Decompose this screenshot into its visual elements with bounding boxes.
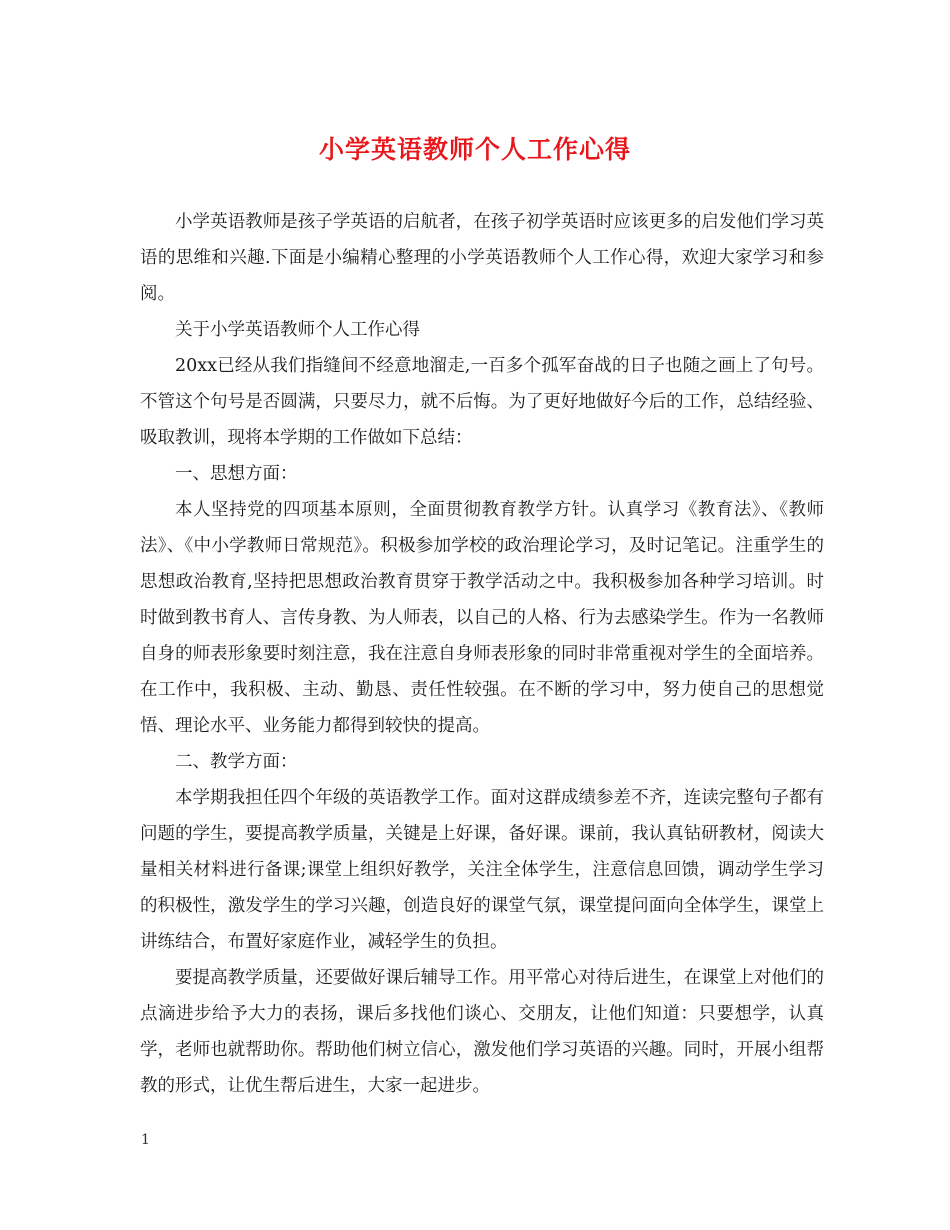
- page-number: 1: [141, 1132, 150, 1148]
- document-title: 小学英语教师个人工作心得: [318, 135, 631, 164]
- intro-paragraph: 小学英语教师是孩子学英语的启航者，在孩子初学英语时应该更多的启发他们学习英语的思维和兴趣.下面是小编精心整理的小学英语教师个人工作心得，欢迎大家学习和参阅。: [140, 212, 824, 304]
- summary-paragraph: 20xx已经从我们指缝间不经意地溜走,一百多个孤军奋战的日子也随之画上了句号。不管这个句号是否圆满，只要尽力，就不后悔。为了更好地做好今后的工作，总结经验、吸取教训，现将本学期的工作做如下总结：: [140, 356, 824, 448]
- thought-paragraph: 本人坚持党的四项基本原则，全面贯彻教育教学方针。认真学习《教育法》、《教师法》、《中小学教师日常规范》。积极参加学校的政治理论学习，及时记笔记。注重学生的思想政治教育,坚持把思想政治教育贯穿于教学活动之中。我积极参加各种学习培训。时时做到教书育人、言传身教、为人师表，以自己的人格、行为去感染学生。作为一名教师自身的师表形象要时刻注意，我在注意自身师表形象的同时非常重视对学生的全面培养。在工作中，我积极、主动、勤恳、责任性较强。在不断的学习中，努力使自己的思想觉悟、理论水平、业务能力都得到较快的提高。: [140, 500, 824, 736]
- tutoring-paragraph: 要提高教学质量，还要做好课后辅导工作。用平常心对待后进生，在课堂上对他们的点滴进步给予大力的表扬，课后多找他们谈心、交朋友，让他们知道：只要想学，认真学，老师也就帮助你。帮助他们树立信心，激发他们学习英语的兴趣。同时，开展小组帮教的形式，让优生帮后进生，大家一起进步。: [140, 968, 824, 1096]
- subtitle-paragraph: 关于小学英语教师个人工作心得: [175, 320, 420, 340]
- section-heading-teaching: 二、教学方面：: [175, 752, 298, 772]
- document-body: [140, 204, 824, 1104]
- teaching-paragraph: 本学期我担任四个年级的英语教学工作。面对这群成绩参差不齐，连读完整句子都有问题的学生，要提高教学质量，关键是上好课，备好课。课前，我认真钻研教材，阅读大量相关材料进行备课;课堂上组织好教学，关注全体学生，注意信息回馈，调动学生学习的积极性，激发学生的学习兴趣，创造良好的课堂气氛，课堂提问面向全体学生，课堂上讲练结合，布置好家庭作业，减轻学生的负担。: [140, 788, 824, 952]
- section-heading-thought: 一、思想方面：: [175, 464, 298, 484]
